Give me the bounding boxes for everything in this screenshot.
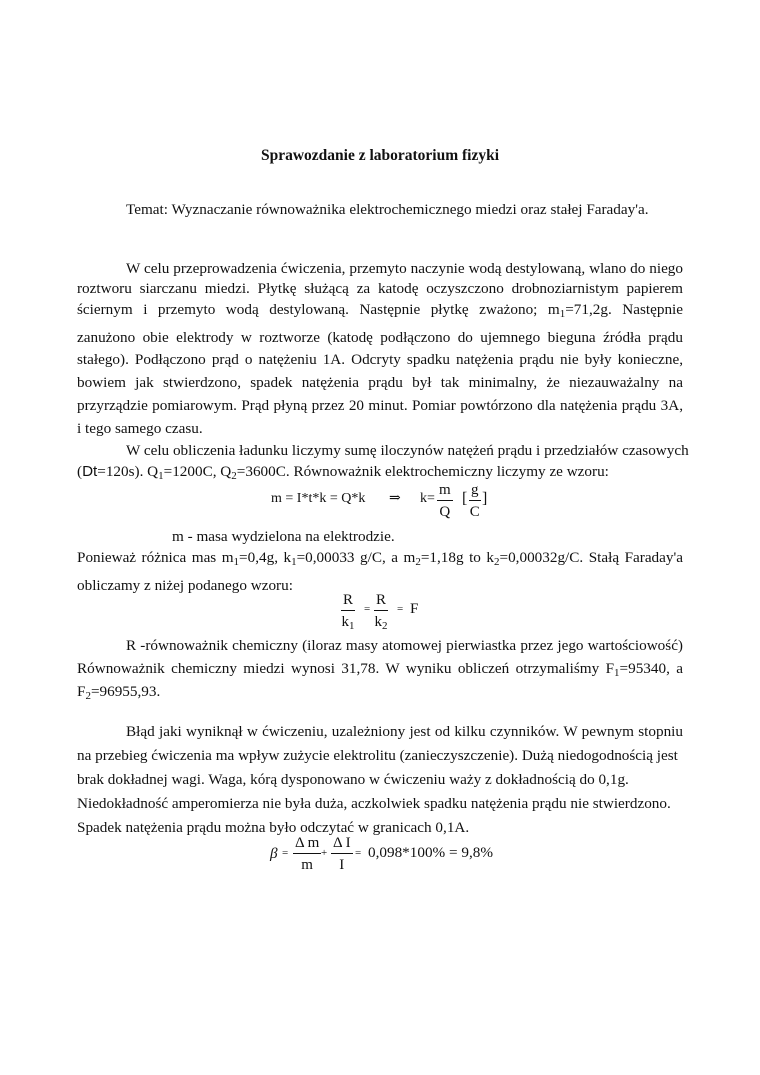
fraction-delta-i-over-i	[331, 836, 353, 873]
para3-d: =1,18g to k	[420, 549, 495, 566]
m2-sub: 2	[415, 556, 421, 568]
fraction-denominator: I	[339, 857, 345, 873]
para4-line1: R -równoważnik chemiczny (iloraz masy atomowej pierwiastka przez jego wartościowość)	[126, 637, 683, 654]
q1-sub: 1	[158, 470, 164, 482]
k-symbol: k	[374, 614, 382, 630]
para1-line1: W celu przeprowadzenia ćwiczenia, przemyto naczynie wodą destylowaną, wlano do niego	[126, 260, 683, 277]
para1-line3-a: ściernym i przemyto wodą destylowaną. Następnie płytkę zważono; m	[77, 301, 560, 318]
para4-line2-a: Równoważnik chemiczny miedzi wynosi 31,78. W wyniku obliczeń otrzymaliśmy F	[77, 660, 615, 677]
para2-line2-c: =1200C, Q	[163, 463, 232, 480]
para1-line3-b: =71,2g. Następnie	[565, 301, 684, 318]
para5-line4: Niedokładność amperomierza nie była duża, aczkolwiek spadku natężenia prądu nie stwierdzono.	[77, 795, 671, 812]
mass-note: m - masa wydzielona na elektrodzie.	[172, 528, 395, 545]
fraction-g-over-c	[469, 483, 481, 520]
equals-sign: =	[282, 847, 289, 859]
para5-line5: Spadek natężenia prądu można było odczytać w granicach 0,1A.	[77, 819, 470, 836]
page-title: Sprawozdanie z laboratorium fizyki	[260, 147, 500, 164]
error-result: 0,098*100% = 9,8%	[368, 844, 493, 861]
para2-line2-d: =3600C. Równoważnik elektrochemiczny liczymy ze wzoru:	[236, 463, 609, 480]
fraction-denominator: m	[301, 857, 313, 873]
plus-sign: +	[321, 847, 328, 859]
para1-line2: roztworu siarczanu miedzi. Płytkę służącą za katodę oczyszczono drobnoziarnistym papierem	[77, 280, 683, 297]
fraction-delta-m-over-m	[293, 836, 321, 873]
k2-sub: 2	[494, 556, 500, 568]
fraction-numerator: R	[341, 593, 355, 611]
fraction-m-over-q	[437, 483, 453, 520]
para1-line6: bowiem jak stwierdzono, spadek natężenia prądu był tak minimalny, że niezauważalny na	[77, 374, 683, 391]
para1-line3	[77, 301, 684, 320]
fraction-numerator: Δ I	[331, 836, 353, 854]
para3-line1	[77, 549, 683, 568]
equals-sign: =	[355, 847, 362, 859]
para4-line3-b: =96955,93.	[90, 683, 161, 700]
para1-line5: stałego). Podłączono prąd o natężeniu 1A. Odcryty spadku natężenia prądu nie były konieczne,	[77, 351, 683, 368]
para2-line2-b: =120s). Q	[97, 463, 159, 480]
fraction-numerator: Δ m	[293, 836, 321, 854]
para1-line4: zanużono obie elektrody w roztworze (katodę podłączono do ujemnego bieguna źródła prądu	[77, 329, 683, 346]
para2-line2	[77, 463, 609, 482]
para4-line2-b: =95340, a	[619, 660, 683, 677]
equals-sign: =	[397, 603, 404, 615]
unit-denominator: C	[469, 504, 480, 520]
unit-bracket-open: [	[462, 490, 468, 507]
fraction-r-over-k1	[341, 593, 355, 630]
para1-line7: przyrządzie pomiarowym. Prąd płyną przez 20 minut. Pomiar powtórzono dla natężenia prądu 3A,	[77, 397, 683, 414]
para3-c: =0,00033 g/C, a m	[296, 549, 416, 566]
para2-line1: W celu obliczenia ładunku liczymy sumę iloczynów natężeń prądu i przedziałów czasowych	[126, 442, 689, 459]
k-symbol: k	[341, 614, 349, 630]
para3-b: =0,4g, k	[239, 549, 292, 566]
beta-symbol: β	[270, 845, 278, 862]
para4-line3-a: F	[77, 683, 86, 700]
formula1-k-eq: k=	[420, 491, 435, 506]
formula1-lhs: m = I*t*k = Q*k	[271, 491, 366, 506]
topic-line: Temat: Wyznaczanie równoważnika elektrochemicznego miedzi oraz stałej Faraday'a.	[126, 201, 649, 218]
unit-numerator: g	[469, 483, 481, 501]
m1-sub: 1	[233, 556, 240, 568]
para3-a: Ponieważ różnica mas m	[77, 549, 234, 566]
para2-line2-a: (	[77, 463, 83, 480]
f1-sub: 1	[614, 667, 620, 679]
faraday-constant-f: F	[410, 600, 419, 617]
fraction-denominator	[341, 611, 355, 630]
k1-sub: 1	[291, 556, 297, 568]
fraction-denominator	[374, 611, 388, 630]
para5-line1: Błąd jaki wyniknął w ćwiczeniu, uzależniony jest od kilku czynników. W pewnym stopniu	[126, 723, 683, 740]
para3-e: =0,00032g/C. Stałą Faraday'a	[499, 549, 683, 566]
equals-sign: =	[364, 603, 371, 615]
q2-sub: 2	[231, 470, 237, 482]
fraction-numerator: R	[374, 593, 388, 611]
para1-line8: i tego samego czasu.	[77, 420, 203, 437]
unit-bracket-close: ]	[482, 490, 488, 507]
f2-sub: 2	[85, 690, 91, 702]
fraction-denominator: Q	[439, 504, 451, 520]
para5-line3: brak dokładnej wagi. Waga, kórą dysponowano w ćwiczeniu waży z dokładnością do 0,1g.	[77, 771, 629, 788]
para4-line3	[77, 683, 161, 702]
para5-line2: na przebieg ćwiczenia ma wpływ zużycie elektrolitu (zanieczyszczenie). Dużą niedogodnością jest	[77, 747, 678, 764]
implies-arrow: ⇒	[389, 491, 401, 506]
para1-line3-sub: 1	[559, 308, 566, 320]
para4-line2	[77, 660, 683, 679]
delta-t-symbol: Dt	[82, 463, 98, 480]
fraction-r-over-k2	[374, 593, 388, 630]
k1-sub: 1	[349, 620, 355, 632]
fraction-numerator: m	[437, 483, 453, 501]
k2-sub: 2	[382, 620, 388, 632]
para3-line2: obliczamy z niżej podanego wzoru:	[77, 577, 293, 594]
